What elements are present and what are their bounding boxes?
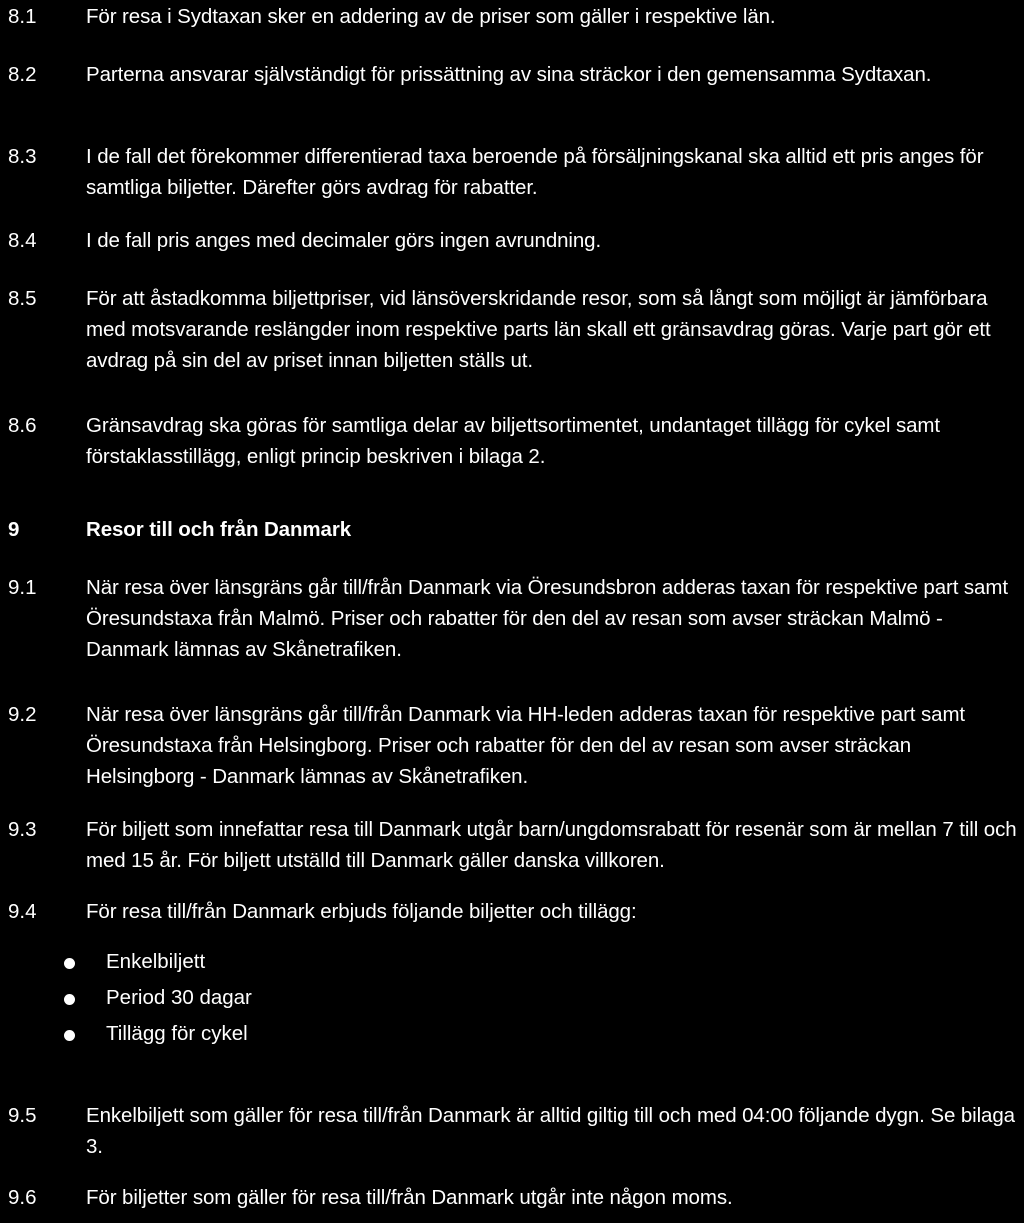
clause-text: Enkelbiljett som gäller för resa till/från Danmark är alltid giltig till och med 04:00 följande dygn. Se bilaga 3.: [86, 1104, 1015, 1158]
clause-8-4: [8, 225, 1018, 256]
list-item-label: Period 30 dagar: [106, 986, 252, 1009]
clause-text: För biljetter som gäller för resa till/från Danmark utgår inte någon moms.: [86, 1186, 733, 1209]
list-item-label: Enkelbiljett: [106, 950, 206, 973]
clause-text: När resa över länsgräns går till/från Danmark via HH-leden adderas taxan för respektive part samt Öresundstaxa från Helsingborg. Priser och rabatter för den del av resan som avser sträckan Helsingborg - Danmark lämnas av Skånetrafiken.: [86, 703, 966, 788]
clause-8-2: [8, 59, 1018, 90]
list-item: [62, 982, 252, 1018]
clause-9-1: [8, 572, 1018, 665]
clause-text: När resa över länsgräns går till/från Danmark via Öresundsbron adderas taxan för respektive part samt Öresundstaxa från Malmö. Priser och rabatter för den del av resan som avser sträckan Malmö - Danmark lämnas av Skånetrafiken.: [86, 576, 1008, 661]
clause-number: 9.6: [8, 1186, 37, 1209]
ticket-list: [62, 946, 252, 1054]
clause-number: 8.1: [8, 5, 37, 28]
clause-text: För biljett som innefattar resa till Danmark utgår barn/ungdomsrabatt för resenär som är mellan 7 till och med 15 år. För biljett utställd till Danmark gäller danska villkoren.: [86, 818, 1017, 872]
clause-number: 8.3: [8, 145, 37, 168]
clause-number: 8.5: [8, 287, 37, 310]
clause-9-3: [8, 814, 1018, 876]
clause-number: 9.3: [8, 818, 37, 841]
bullet-icon: [64, 958, 75, 969]
clause-9-4: [8, 896, 1018, 927]
clause-number: 8.2: [8, 63, 37, 86]
clause-number: 9.2: [8, 703, 37, 726]
section-title: Resor till och från Danmark: [86, 518, 352, 541]
clause-number: 9.5: [8, 1104, 37, 1127]
list-item: [62, 946, 252, 982]
clause-text: Gränsavdrag ska göras för samtliga delar av biljettsortimentet, undantaget tillägg för cykel samt förstaklasstillägg, enligt princip beskriven i bilaga 2.: [86, 414, 940, 468]
clause-8-5: [8, 283, 1018, 376]
clause-9-6: [8, 1182, 1018, 1213]
list-item: [62, 1018, 252, 1054]
section-number: 9: [8, 518, 20, 541]
section-heading: [8, 514, 1018, 545]
clause-text: För att åstadkomma biljettpriser, vid länsöverskridande resor, som så långt som möjligt är jämförbara med motsvarande reslängder inom respektive parts län skall ett gränsavdrag göras. Varje part gör ett avdrag på sin del av priset innan biljetten ställs ut.: [86, 287, 991, 372]
clause-8-6: [8, 410, 1018, 472]
bullet-icon: [64, 1030, 75, 1041]
clause-text: I de fall det förekommer differentierad taxa beroende på försäljningskanal ska alltid ett pris anges för samtliga biljetter. Därefter görs avdrag för rabatter.: [86, 145, 984, 199]
clause-text: I de fall pris anges med decimaler görs ingen avrundning.: [86, 229, 602, 252]
clause-8-3: [8, 141, 1018, 203]
clause-text: För resa i Sydtaxan sker en addering av de priser som gäller i respektive län.: [86, 5, 776, 28]
clause-8-1: [8, 1, 1018, 32]
clause-number: 8.4: [8, 229, 37, 252]
clause-number: 9.1: [8, 576, 37, 599]
clause-text: För resa till/från Danmark erbjuds följande biljetter och tillägg:: [86, 900, 637, 923]
clause-9-2: [8, 699, 1018, 792]
clause-text: Parterna ansvarar självständigt för prissättning av sina sträckor i den gemensamma Sydtaxan.: [86, 63, 932, 86]
bullet-icon: [64, 994, 75, 1005]
clause-number: 9.4: [8, 900, 37, 923]
list-item-label: Tillägg för cykel: [106, 1022, 248, 1045]
clause-9-5: [8, 1100, 1018, 1162]
clause-number: 8.6: [8, 414, 37, 437]
